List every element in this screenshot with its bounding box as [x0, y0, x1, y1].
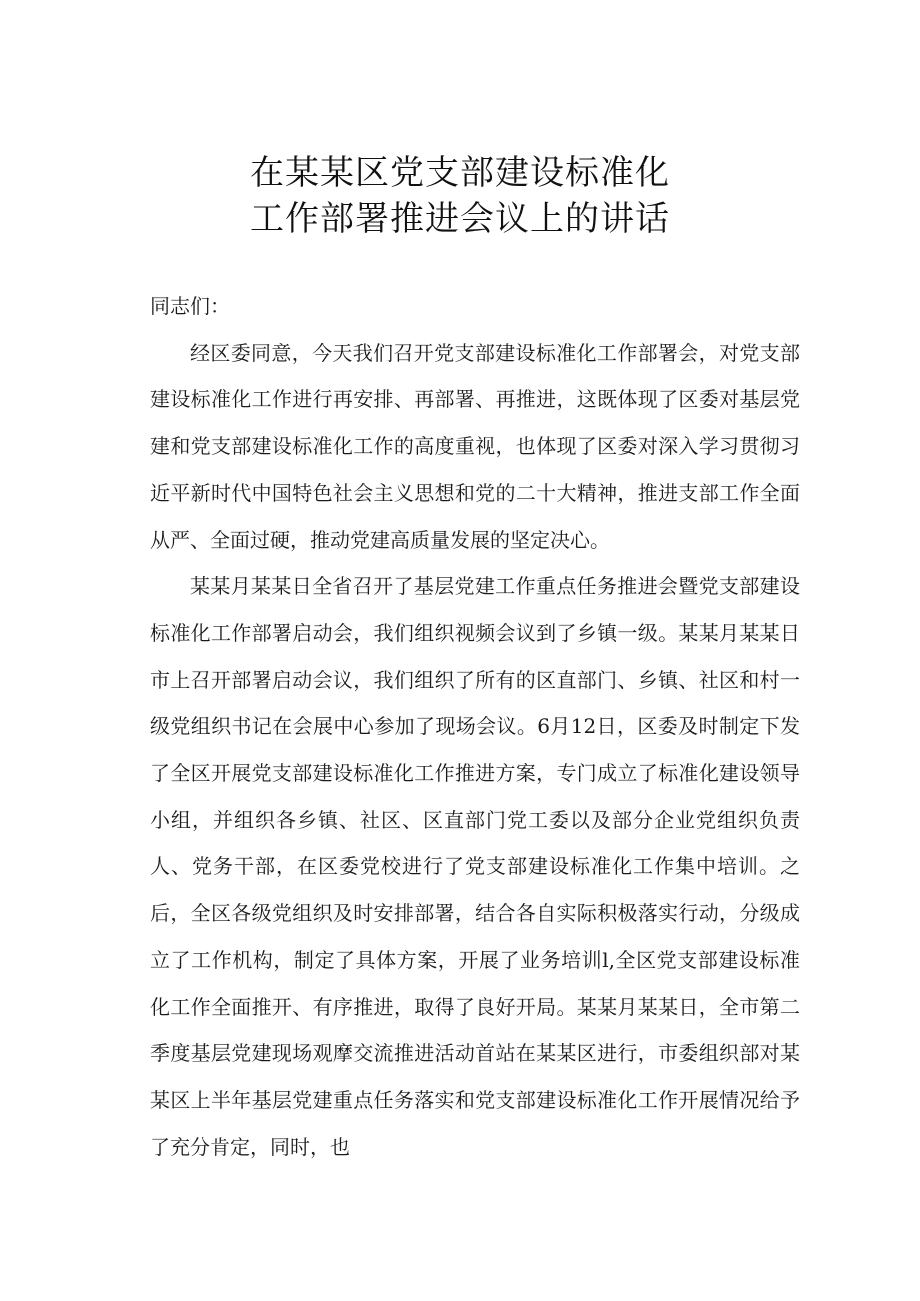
- document-title: [0, 150, 920, 242]
- title-line-2: 工作部署推进会议上的讲话: [250, 199, 670, 239]
- salutation: 同志们：: [150, 294, 230, 318]
- paragraph-2: 某某月某某日全省召开了基层党建工作重点任务推进会暨党支部建设标准化工作部署启动会，我们组织视频会议到了乡镇一级。某某月某某日市上召开部署启动会议，我们组织了所有的区直部门、乡镇、社区和村一级党组织书记在会展中心参加了现场会议。6月12日，区委及时制定下发了全区开展党支部建设标准化工作推进方案，专门成立了标准化建设领导小组，并组织各乡镇、社区、区直部门党工委以及部分企业党组织负责人、党务干部，在区委党校进行了党支部建设标准化工作集中培训。之后，全区各级党组织及时安排部署，结合各自实际积极落实行动，分级成立了工作机构，制定了具体方案，开展了业务培训l,全区党支部建设标准化工作全面推开、有序推进，取得了良好开局。某某月某某日，全市第二季度基层党建现场观摩交流推进活动首站在某某区进行，市委组织部对某某区上半年基层党建重点任务落实和党支部建设标准化工作开展情况给予了充分肯定，同时，也: [150, 574, 800, 1159]
- title-line-1: 在某某区党支部建设标准化: [250, 153, 670, 193]
- paragraph-1: 经区委同意，今天我们召开党支部建设标准化工作部署会，对党支部建设标准化工作进行再安排、再部署、再推进，这既体现了区委对基层党建和党支部建设标准化工作的高度重视，也体现了区委对深入学习贯彻习近平新时代中国特色社会主义思想和党的二十大精神，推进支部工作全面从严、全面过硬，推动党建高质量发展的坚定决心。: [150, 340, 800, 552]
- document-body: [150, 283, 800, 1170]
